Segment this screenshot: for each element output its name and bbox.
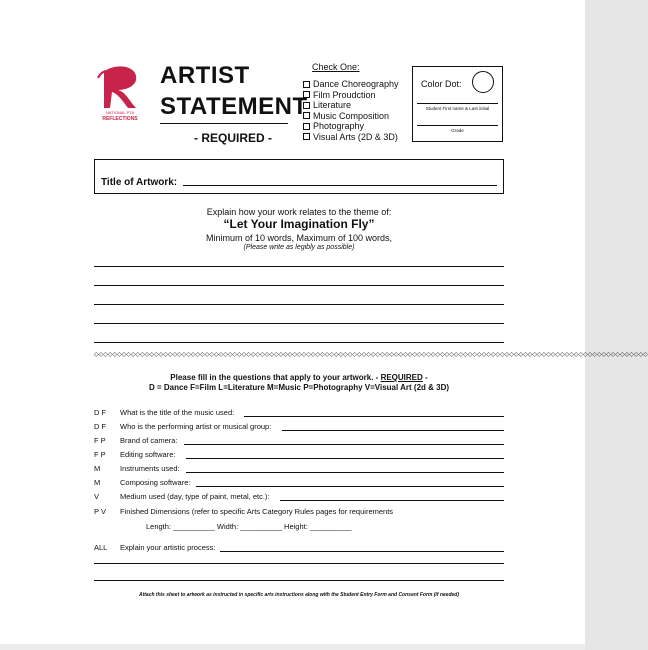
question-text: Who is the performing artist or musical group: bbox=[120, 422, 272, 431]
color-dot-label: Color Dot: bbox=[421, 79, 462, 89]
category-code: M bbox=[94, 464, 101, 473]
checkbox[interactable] bbox=[303, 123, 310, 130]
color-dot-circle[interactable] bbox=[472, 71, 494, 93]
category-legend: D = Dance F=Film L=Literature M=Music P=Photography V=Visual Art (2d & 3D) bbox=[148, 383, 450, 392]
writing-line[interactable] bbox=[94, 580, 504, 581]
student-name-line[interactable] bbox=[417, 103, 498, 104]
question-text: Instruments used: bbox=[120, 464, 180, 473]
page-title-line1: ARTIST bbox=[160, 62, 250, 89]
grade-label: Grade bbox=[451, 128, 464, 133]
questions-heading: Please fill in the questions that apply to your artwork. - REQUIRED - bbox=[170, 373, 428, 382]
svg-text:REFLECTIONS: REFLECTIONS bbox=[102, 116, 138, 122]
page-title-line2: STATEMENT bbox=[160, 93, 308, 120]
question-text: Explain your artistic process: bbox=[120, 543, 216, 552]
category-option[interactable]: Literature bbox=[303, 100, 399, 111]
required-label: - REQUIRED - bbox=[194, 131, 272, 145]
theme-title: “Let Your Imagination Fly” bbox=[223, 217, 375, 231]
question-row bbox=[94, 408, 504, 420]
question-row bbox=[94, 507, 504, 519]
checkbox[interactable] bbox=[303, 102, 310, 109]
decorative-divider: ◇◇◇◇◇◇◇◇◇◇◇◇◇◇◇◇◇◇◇◇◇◇◇◇◇◇◇◇◇◇◇◇◇◇◇◇◇◇◇◇◇◇◇◇◇◇◇◇◇◇◇◇◇◇◇◇◇◇◇◇◇◇◇◇◇◇◇◇◇◇◇◇◇◇◇◇◇◇◇◇◇◇◇◇◇◇◇◇◇◇◇◇◇◇◇◇◇◇◇◇◇◇◇◇◇◇◇◇◇◇◇◇◇◇◇◇◇◇◇◇ bbox=[94, 352, 648, 358]
question-row bbox=[94, 492, 504, 504]
reflections-logo bbox=[92, 62, 148, 122]
checkbox[interactable] bbox=[303, 112, 310, 119]
category-code: D F bbox=[94, 422, 107, 431]
checkbox[interactable] bbox=[303, 81, 310, 88]
footer-instructions: Attach this sheet to artwork as instructed in specific arts instructions along with the Student Entry Form and Consent Form (if needed) bbox=[138, 592, 460, 598]
question-row bbox=[94, 543, 504, 555]
title-of-artwork-label: Title of Artwork: bbox=[101, 177, 178, 188]
category-code: D F bbox=[94, 408, 107, 417]
student-name-label: Student First name & Last initial bbox=[425, 106, 490, 111]
answer-line[interactable] bbox=[184, 444, 504, 445]
dimensions-fields[interactable]: Length: __________ Width: __________ Height: __________ bbox=[146, 522, 352, 531]
word-limits: Minimum of 10 words, Maximum of 100 words, bbox=[205, 233, 393, 243]
check-one-title: Check One: bbox=[312, 62, 360, 72]
question-text: Brand of camera: bbox=[120, 436, 178, 445]
writing-line[interactable] bbox=[94, 266, 504, 267]
category-option[interactable]: Film Proudction bbox=[303, 90, 399, 101]
answer-line[interactable] bbox=[220, 551, 504, 552]
category-code: F P bbox=[94, 450, 106, 459]
question-row bbox=[94, 450, 504, 462]
writing-line[interactable] bbox=[94, 563, 504, 564]
question-row bbox=[94, 478, 504, 490]
answer-line[interactable] bbox=[186, 458, 504, 459]
question-text: What is the title of the music used: bbox=[120, 408, 235, 417]
svg-text:NATIONAL PTA: NATIONAL PTA bbox=[105, 110, 135, 115]
question-text: Editing software: bbox=[120, 450, 176, 459]
category-code: F P bbox=[94, 436, 106, 445]
grade-line[interactable] bbox=[417, 125, 498, 126]
category-option[interactable]: Dance Choreography bbox=[303, 79, 399, 90]
writing-line[interactable] bbox=[94, 342, 504, 343]
category-option[interactable]: Photography bbox=[303, 121, 399, 132]
title-of-artwork-box bbox=[94, 159, 504, 194]
answer-line[interactable] bbox=[186, 472, 504, 473]
question-row bbox=[94, 436, 504, 448]
answer-line[interactable] bbox=[196, 486, 504, 487]
writing-line[interactable] bbox=[94, 304, 504, 305]
category-code: ALL bbox=[94, 543, 108, 552]
title-divider bbox=[160, 123, 288, 124]
category-option[interactable]: Music Composition bbox=[303, 111, 399, 122]
writing-line[interactable] bbox=[94, 323, 504, 324]
category-code: P V bbox=[94, 507, 106, 516]
question-row bbox=[94, 464, 504, 476]
category-option[interactable]: Visual Arts (2D & 3D) bbox=[303, 132, 399, 143]
color-dot-box bbox=[412, 66, 503, 142]
answer-line[interactable] bbox=[244, 416, 504, 417]
category-checklist bbox=[303, 79, 399, 142]
checkbox[interactable] bbox=[303, 133, 310, 140]
question-text: Finished Dimensions (refer to specific Arts Category Rules pages for requirements bbox=[120, 507, 394, 516]
answer-line[interactable] bbox=[280, 500, 504, 501]
answer-line[interactable] bbox=[282, 430, 504, 431]
category-code: V bbox=[94, 492, 100, 501]
question-row bbox=[94, 422, 504, 434]
writing-line[interactable] bbox=[94, 285, 504, 286]
checkbox[interactable] bbox=[303, 91, 310, 98]
question-text: Medium used (day, type of paint, metal, etc.): bbox=[120, 492, 270, 501]
title-of-artwork-field[interactable] bbox=[183, 185, 497, 186]
question-text: Composing software: bbox=[120, 478, 191, 487]
explain-instruction: Explain how your work relates to the theme of: bbox=[206, 207, 392, 217]
category-code: M bbox=[94, 478, 101, 487]
legibility-note: (Please write as legibly as possible) bbox=[243, 244, 355, 251]
